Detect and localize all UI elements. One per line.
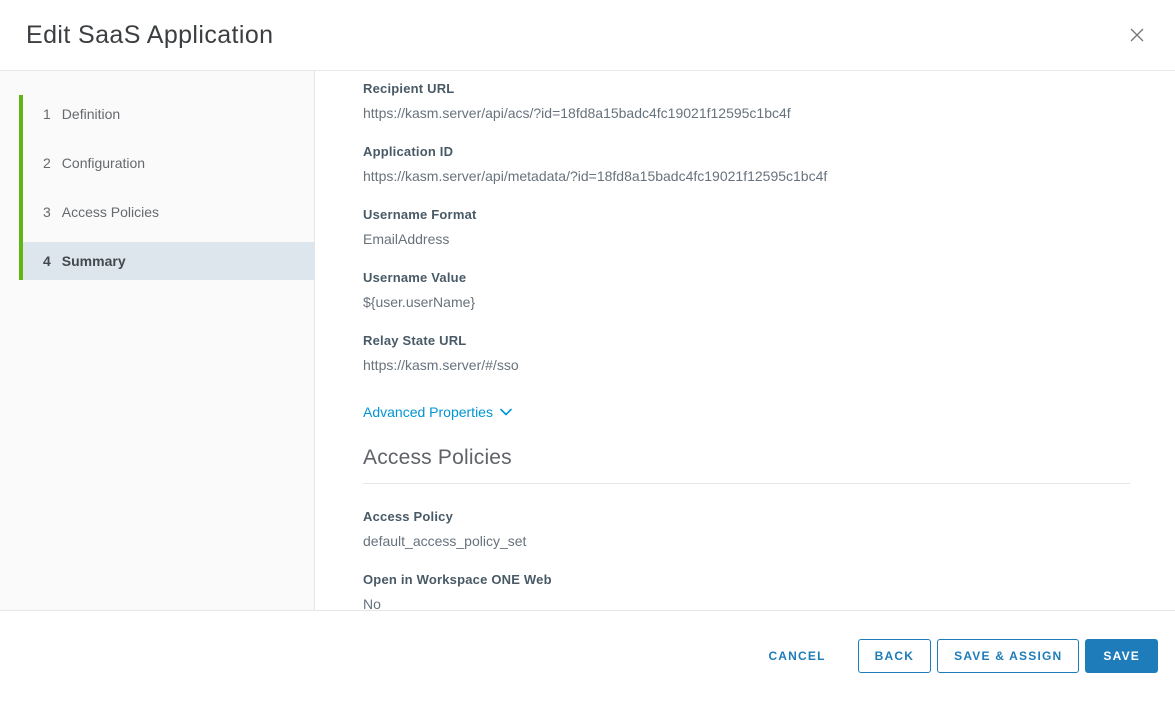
field-label: Open in Workspace ONE Web: [363, 572, 552, 587]
field-username-value: [363, 270, 1130, 310]
field-label: Username Format: [363, 207, 477, 222]
step-configuration[interactable]: [23, 144, 314, 182]
dialog-header: [0, 0, 1175, 71]
field-relay-state-url: [363, 333, 1130, 373]
section-divider: [363, 483, 1130, 484]
step-definition[interactable]: [23, 95, 314, 133]
field-value: default_access_policy_set: [363, 533, 527, 549]
step-label: Definition: [61, 106, 121, 122]
access-policies-heading: Access Policies: [363, 446, 512, 469]
field-value: ${user.userName}: [363, 294, 476, 310]
step-number: 4: [43, 253, 51, 269]
save-and-assign-button[interactable]: SAVE & ASSIGN: [937, 639, 1079, 673]
field-label: Access Policy: [363, 509, 454, 524]
advanced-properties-toggle[interactable]: [363, 404, 512, 420]
step-access-policies[interactable]: [23, 193, 314, 231]
step-label: Configuration: [61, 155, 146, 171]
field-value: EmailAddress: [363, 231, 450, 247]
field-value: No: [363, 596, 381, 610]
field-application-id: [363, 144, 1130, 184]
field-access-policy: [363, 509, 1130, 549]
dialog-footer: [0, 611, 1175, 701]
step-number: 2: [43, 155, 51, 171]
step-label: Access Policies: [61, 204, 160, 220]
field-recipient-url: [363, 81, 1130, 121]
wizard-sidebar: [0, 71, 315, 610]
field-label: Recipient URL: [363, 81, 455, 96]
step-summary[interactable]: [23, 242, 314, 280]
field-open-in-workspace-one-web: [363, 572, 1130, 610]
close-icon[interactable]: [1125, 23, 1149, 47]
chevron-down-icon: [500, 408, 512, 416]
field-label: Application ID: [363, 144, 454, 159]
field-label: Username Value: [363, 270, 467, 285]
save-button[interactable]: SAVE: [1085, 639, 1158, 673]
back-button[interactable]: BACK: [858, 639, 931, 673]
step-number: 3: [43, 204, 51, 220]
field-value: https://kasm.server/api/metadata/?id=18fd8a15badc4fc19021f12595c1bc4f: [363, 168, 828, 184]
field-username-format: [363, 207, 1130, 247]
wizard-steps: [19, 95, 314, 280]
field-value: https://kasm.server/#/sso: [363, 357, 519, 373]
field-value: https://kasm.server/api/acs/?id=18fd8a15badc4fc19021f12595c1bc4f: [363, 105, 791, 121]
step-number: 1: [43, 106, 51, 122]
advanced-properties-label: Advanced Properties: [363, 404, 493, 420]
cancel-button[interactable]: CANCEL: [756, 639, 837, 673]
dialog-title: Edit SaaS Application: [26, 20, 274, 49]
summary-panel: [315, 71, 1175, 610]
field-label: Relay State URL: [363, 333, 467, 348]
step-label: Summary: [61, 253, 126, 269]
dialog-body: [0, 71, 1175, 611]
